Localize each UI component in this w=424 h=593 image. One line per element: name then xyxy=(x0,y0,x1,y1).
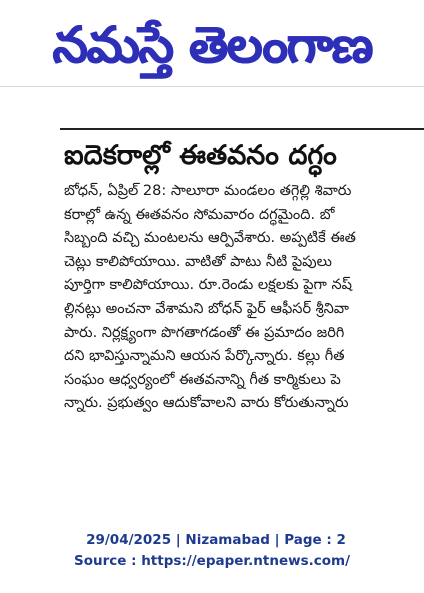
article-line: పూర్తిగా కాలిపోయాయి. రూ.రెండు లక్షలకు పైగా నష్ xyxy=(64,277,352,294)
article-line: బోధన్, ఏప్రిల్ 28: సాలూరా మండలం తగ్గెల్లి శివారు xyxy=(64,183,352,199)
source-url-line: Source : https://epaper.ntnews.com/ xyxy=(73,553,351,569)
article-line: ల్లినట్లు అంచనా వేశామని బోధన్ ఫైర్ ఆఫీసర్ శ్రీనివా xyxy=(64,300,349,317)
article-line: న్నారు. ప్రభుత్వం ఆదుకోవాలని వారు కోరుతున్నారు xyxy=(64,395,349,412)
article-line: సంఘం ఆధ్వర్యంలో ఈతవనాన్ని గీత కార్మికులు పె xyxy=(64,371,341,388)
masthead-title: నమస్తే తెలంగాణ xyxy=(52,16,372,74)
article-body xyxy=(64,180,424,416)
clipping-footer xyxy=(0,530,424,572)
article-line: పారు. నిర్లక్ష్యంగా పొగతాగడంతో ఈ ప్రమాదం జరిగి xyxy=(64,324,345,341)
newspaper-masthead xyxy=(10,12,414,78)
article-line: సిబ్బంది వచ్చి మంటలను ఆర్పివేశారు. అప్పటికే ఈత xyxy=(64,230,356,247)
masthead-divider xyxy=(0,86,424,87)
edition-date-line: 29/04/2025 | Nizamabad | Page : 2 xyxy=(86,532,346,548)
article-headline: ఐదెకరాల్లో ఈతవనం దగ్ధం xyxy=(64,140,337,171)
article-line: కరాల్లో ఉన్న ఈతవనం సోమవారం దగ్ధమైంది. బో xyxy=(64,206,335,223)
article-line: చెట్లు కాలిపోయాయి. వాటితో పాటు నీటి పైపులు xyxy=(64,253,332,270)
news-article-clipping xyxy=(60,128,424,464)
article-line: దని భావిస్తున్నామని ఆయన పేర్కొన్నారు. కల్లు గీత xyxy=(64,348,345,365)
article-top-rule xyxy=(60,128,424,130)
